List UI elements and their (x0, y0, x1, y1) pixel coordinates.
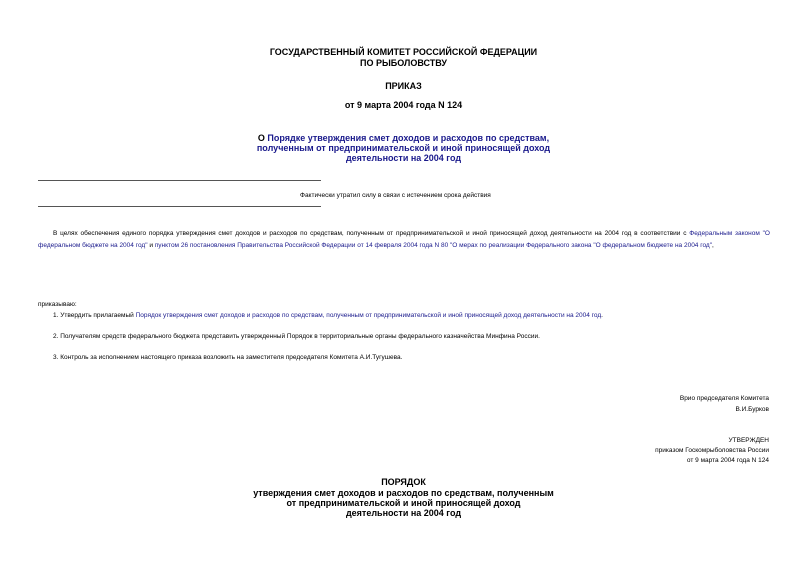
org-name-line1: ГОСУДАРСТВЕННЫЙ КОМИТЕТ РОССИЙСКОЙ ФЕДЕРАЦИИ (269, 47, 538, 57)
top-divider (38, 180, 321, 181)
intro-paragraph (38, 228, 770, 252)
intro-end: , (712, 242, 714, 249)
item-1-text: 1. Утвердить прилагаемый (53, 312, 136, 319)
annex-line3: деятельности на 2004 год (345, 508, 462, 518)
item-1-end: . (601, 312, 603, 319)
item-3: 3. Контроль за исполнением настоящего приказа возложить на заместителя председателя Комитета А.И.Тугушева. (53, 354, 403, 361)
approval-line2: приказом Госкомрыболовства России (655, 447, 769, 454)
approval-line1: УТВЕРЖДЕН (728, 437, 769, 444)
doc-date: от 9 марта 2004 года N 124 (344, 100, 463, 110)
government-decree-link[interactable]: пунктом 26 постановления Правительства Российской Федерации от 14 февраля 2004 года N 80 "О мерах по реализации Федерального закона "О федеральном бюджете на 2004 год" (154, 242, 713, 249)
item-2: 2. Получателям средств федерального бюджета представить утвержденный Порядок в территориальные органы федерального казначейства Минфина России. (53, 333, 540, 340)
order-word: приказываю: (38, 301, 77, 308)
annex-line2: от предпринимательской и иной приносящей доход (286, 498, 521, 508)
bottom-divider (38, 206, 321, 207)
approval-line3: от 9 марта 2004 года N 124 (686, 457, 769, 464)
title-prefix: О (257, 133, 268, 143)
intro-text: В целях обеспечения единого порядка утверждения смет доходов и расходов по средствам, полученным от предпринимательской и иной приносящей доход деятельности на 2004 год в соответствии с (53, 230, 690, 237)
procedure-link[interactable]: Порядок утверждения смет доходов и расходов по средствам, полученным от предпринимательской и иной приносящей доход деятельности на 2004 год (135, 312, 602, 319)
title-link[interactable]: Порядке утверждения смет доходов и расходов по средствам, (267, 133, 550, 143)
doc-type: ПРИКАЗ (385, 81, 422, 91)
doc-title-line3[interactable]: деятельности на 2004 год (345, 153, 462, 163)
signature-name: В.И.Бурков (735, 406, 769, 413)
annex-title: ПОРЯДОК (381, 477, 426, 487)
signature-position: Врио председателя Комитета (679, 395, 769, 402)
item-1 (53, 311, 773, 320)
annex-line1: утверждения смет доходов и расходов по средствам, полученным (253, 488, 554, 498)
status-note: Фактически утратил силу в связи с истечением срока действия (300, 192, 491, 199)
intro-mid: и (147, 242, 155, 249)
doc-title-line2[interactable]: полученным от предпринимательской и иной приносящей доход (256, 143, 551, 153)
federal-law-link[interactable]: Федеральным законом "О федеральном бюджете на 2004 год" (38, 230, 770, 249)
org-name-line2: ПО РЫБОЛОВСТВУ (359, 58, 448, 68)
